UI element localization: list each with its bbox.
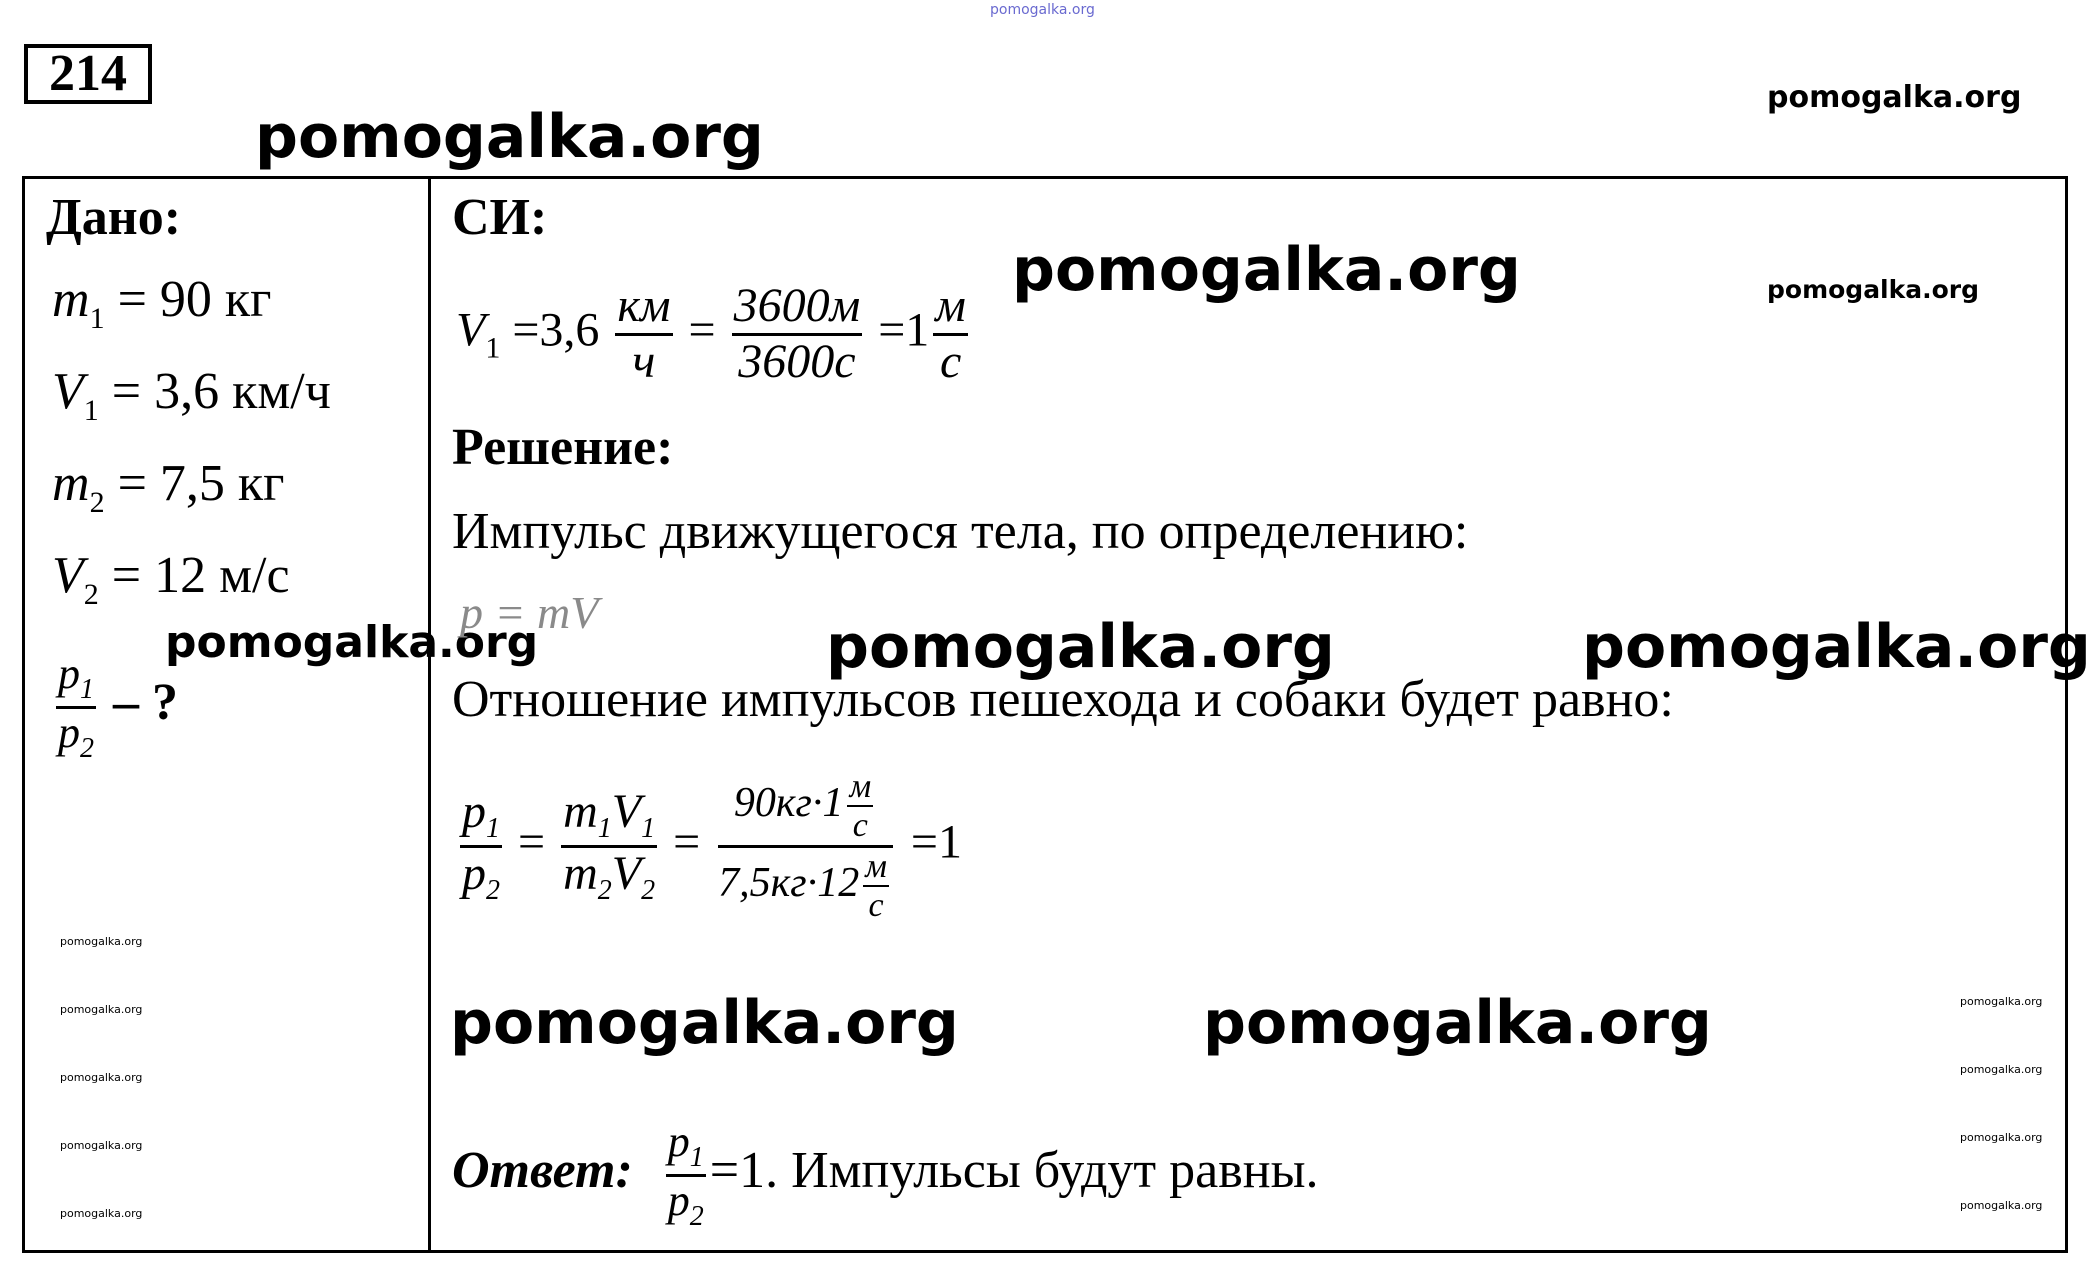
watermark-tiny: pomogalka.org	[60, 1139, 143, 1152]
column-divider	[428, 176, 431, 1253]
watermark-top: pomogalka.org	[990, 2, 1095, 18]
watermark-large: pomogalka.org	[1582, 612, 2091, 682]
watermark-medium: pomogalka.org	[1767, 80, 2022, 115]
watermark-tiny: pomogalka.org	[60, 935, 143, 948]
answer-line: Ответ: $\frac{p_1}{p_2}$ =1. Импульсы будут равны.	[452, 1117, 1319, 1232]
ratio-formula: $\frac{p_1}{p_2}$ = $\frac{m_1V_1}{m_2V_2}$ = 90кг·1 $\frac{м}{с}$ 7,5кг·12 $\frac{м}{с}$ =1	[462, 768, 962, 925]
given-m1: $m_1 = 90$ кг	[52, 271, 272, 335]
given-v2: $V_2 = 12$ м/с	[52, 547, 290, 611]
answer-result: =1. Импульсы будут равны.	[709, 1142, 1319, 1200]
watermark-large: pomogalka.org	[826, 612, 1335, 682]
given-heading: Дано:	[46, 189, 182, 246]
solution-heading: Решение:	[452, 419, 674, 476]
si-heading: СИ:	[452, 189, 548, 246]
given-m2: $m_2 = 7,5$ кг	[52, 455, 285, 519]
watermark-large: pomogalka.org	[450, 988, 959, 1058]
watermark-tiny: pomogalka.org	[60, 1071, 143, 1084]
watermark-tiny: pomogalka.org	[1960, 1131, 2043, 1144]
watermark-tiny: pomogalka.org	[1960, 995, 2043, 1008]
si-conversion-formula: $V_1 =3,6$ $\frac{км}{ч}$ = $\frac{3600м}{3600с}$ =1 $\frac{м}{с}$	[456, 279, 966, 388]
problem-number: 214	[24, 44, 152, 104]
solution-line-1: Импульс движущегося тела, по определению:	[452, 503, 1469, 560]
watermark-tiny: pomogalka.org	[1960, 1199, 2043, 1212]
watermark-tiny: pomogalka.org	[1960, 1063, 2043, 1076]
watermark-small: pomogalka.org	[1767, 275, 1980, 304]
given-find: $\frac{p_1}{p_2}$ – ?	[58, 649, 178, 764]
momentum-formula: p = mV	[460, 587, 599, 638]
watermark-tiny: pomogalka.org	[60, 1003, 143, 1016]
watermark-large: pomogalka.org	[1203, 988, 1712, 1058]
given-v1: $V_1 = 3,6$ км/ч	[52, 363, 331, 427]
watermark-medium: pomogalka.org	[165, 617, 539, 668]
solution-line-2: Отношение импульсов пешехода и собаки будет равно:	[452, 671, 1674, 728]
watermark-large: pomogalka.org	[255, 102, 764, 172]
watermark-tiny: pomogalka.org	[60, 1207, 143, 1220]
answer-label: Ответ:	[452, 1142, 633, 1200]
watermark-large: pomogalka.org	[1012, 235, 1521, 305]
